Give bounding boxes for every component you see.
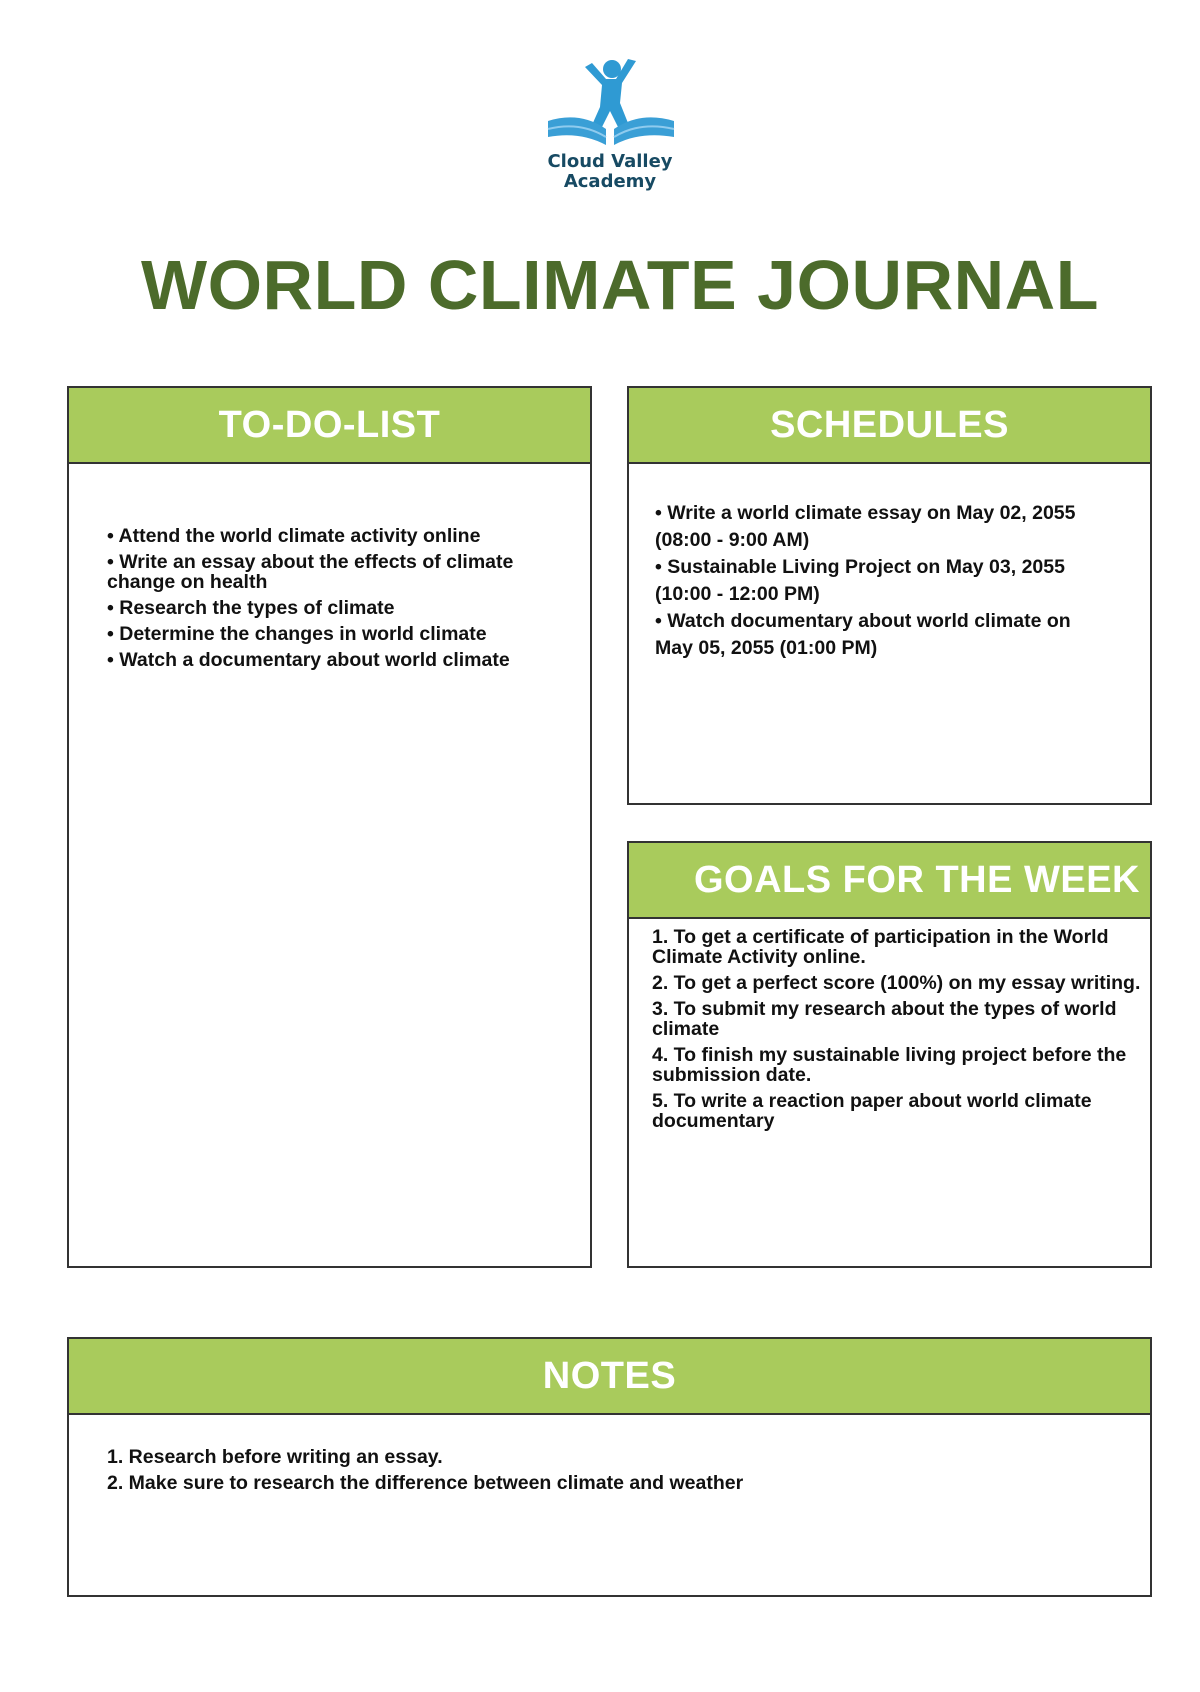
goals-section	[627, 841, 1152, 1268]
goals-heading: GOALS FOR THE WEEK	[629, 843, 1150, 919]
goal-item: 3. To submit my research about the types of world climate	[652, 998, 1117, 1040]
logo-line-1: Cloud Valley	[547, 151, 673, 172]
schedule-item: • Write a world climate essay on May 02, 2055 (08:00 - 9:00 AM)	[655, 502, 1076, 551]
logo-line-2: Academy	[563, 171, 657, 192]
goal-item: 1. To get a certificate of participation in the World Climate Activity online.	[652, 926, 1109, 968]
notes-section	[67, 1337, 1152, 1597]
goal-item: 4. To finish my sustainable living project before the submission date.	[652, 1044, 1127, 1086]
todo-heading: TO-DO-LIST	[69, 388, 590, 464]
todo-item: • Write an essay about the effects of climate change on health	[107, 551, 514, 593]
schedules-heading: SCHEDULES	[629, 388, 1150, 464]
todo-section	[67, 386, 592, 1268]
page-title: WORLD CLIMATE JOURNAL	[141, 246, 1099, 324]
schedules-section	[627, 386, 1152, 805]
goal-item: 5. To write a reaction paper about world climate documentary	[652, 1090, 1092, 1132]
note-item: 1. Research before writing an essay.	[107, 1446, 443, 1468]
logo-icon	[540, 55, 680, 150]
schedule-item: • Sustainable Living Project on May 03, 2055 (10:00 - 12:00 PM)	[655, 556, 1065, 605]
todo-item: • Research the types of climate	[107, 597, 395, 619]
todo-item: • Watch a documentary about world climate	[107, 649, 510, 671]
todo-item: • Determine the changes in world climate	[107, 623, 487, 645]
schedule-item: • Watch documentary about world climate on May 05, 2055 (01:00 PM)	[655, 610, 1071, 659]
notes-heading: NOTES	[69, 1339, 1150, 1415]
logo-text	[540, 152, 680, 192]
goal-item: 2. To get a perfect score (100%) on my essay writing.	[652, 972, 1141, 994]
school-logo	[540, 55, 680, 195]
note-item: 2. Make sure to research the difference between climate and weather	[107, 1472, 744, 1494]
todo-item: • Attend the world climate activity online	[107, 525, 481, 547]
